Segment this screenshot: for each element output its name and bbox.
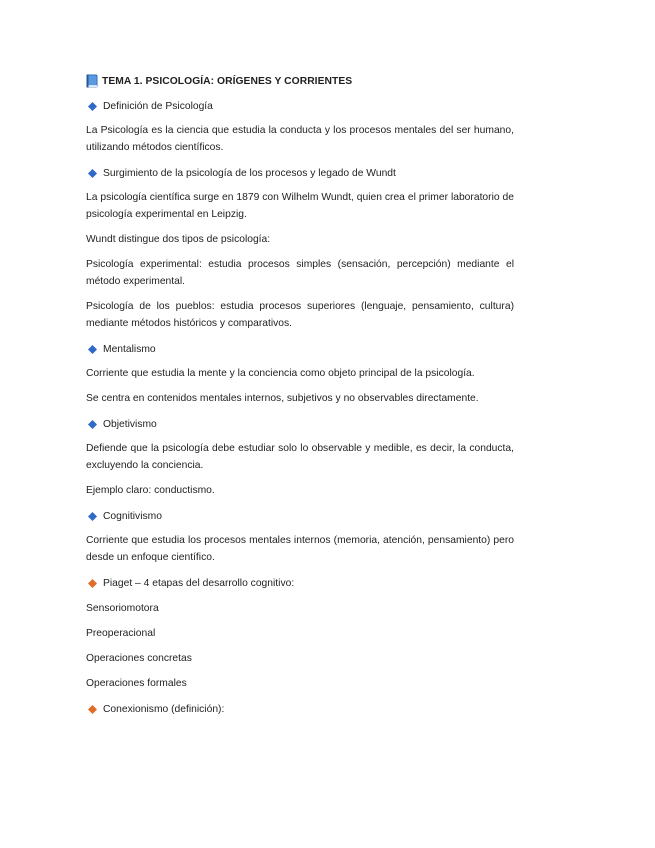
paragraph: Defiende que la psicología debe estudiar solo lo observable y medible, es decir, la conducta, excluyendo la conciencia. (86, 443, 514, 471)
document-title-row (86, 72, 514, 90)
heading-text: Definición de Psicología (103, 100, 213, 112)
blue-book-icon (86, 74, 98, 88)
section-definicion (86, 98, 514, 156)
section-heading (86, 98, 514, 114)
section-objetivismo (86, 416, 514, 499)
blue-diamond-icon (88, 420, 97, 429)
blue-diamond-icon (88, 345, 97, 354)
list-item: Preoperacional (86, 628, 156, 639)
heading-text: Mentalismo (103, 343, 156, 355)
section-heading (86, 508, 514, 524)
document-title: TEMA 1. PSICOLOGÍA: ORÍGENES Y CORRIENTES (102, 75, 353, 87)
paragraph: La psicología científica surge en 1879 con Wilhelm Wundt, quien crea el primer laboratorio de psicología experimental en Leipzig. (86, 192, 514, 220)
section-cognitivismo (86, 508, 514, 566)
section-wundt (86, 165, 514, 332)
paragraph: Psicología experimental: estudia procesos simples (sensación, percepción) mediante el método experimental. (86, 259, 514, 287)
section-heading (86, 416, 514, 432)
heading-text: Piaget – 4 etapas del desarrollo cognitivo: (103, 577, 295, 589)
paragraph: Corriente que estudia la mente y la conciencia como objeto principal de la psicología. (86, 368, 475, 379)
section-heading (86, 341, 514, 357)
list-item: Sensoriomotora (86, 603, 159, 614)
paragraph: Psicología de los pueblos: estudia procesos superiores (lenguaje, pensamiento, cultura) mediante métodos históricos y comparativos. (86, 301, 514, 329)
section-mentalismo (86, 341, 514, 407)
paragraph: Ejemplo claro: conductismo. (86, 485, 215, 496)
section-piaget (86, 575, 514, 692)
heading-text: Conexionismo (definición): (103, 703, 225, 715)
heading-text: Objetivismo (103, 418, 157, 430)
blue-diamond-icon (88, 102, 97, 111)
blue-diamond-icon (88, 169, 97, 178)
heading-text: Cognitivismo (103, 510, 162, 522)
orange-diamond-icon (88, 579, 97, 588)
section-heading (86, 165, 514, 181)
section-heading (86, 701, 514, 717)
paragraph: Wundt distingue dos tipos de psicología: (86, 234, 271, 245)
blue-diamond-icon (88, 512, 97, 521)
paragraph: Corriente que estudia los procesos mentales internos (memoria, atención, pensamiento) pero desde un enfoque científico. (86, 535, 514, 563)
section-heading (86, 575, 514, 591)
paragraph: La Psicología es la ciencia que estudia la conducta y los procesos mentales del ser humano, utilizando métodos científicos. (86, 125, 514, 153)
paragraph: Se centra en contenidos mentales internos, subjetivos y no observables directamente. (86, 393, 479, 404)
orange-diamond-icon (88, 705, 97, 714)
list-item: Operaciones concretas (86, 653, 192, 664)
section-conexionismo (86, 701, 514, 717)
heading-text: Surgimiento de la psicología de los procesos y legado de Wundt (103, 167, 396, 179)
list-item: Operaciones formales (86, 678, 187, 689)
document-page (86, 72, 514, 717)
